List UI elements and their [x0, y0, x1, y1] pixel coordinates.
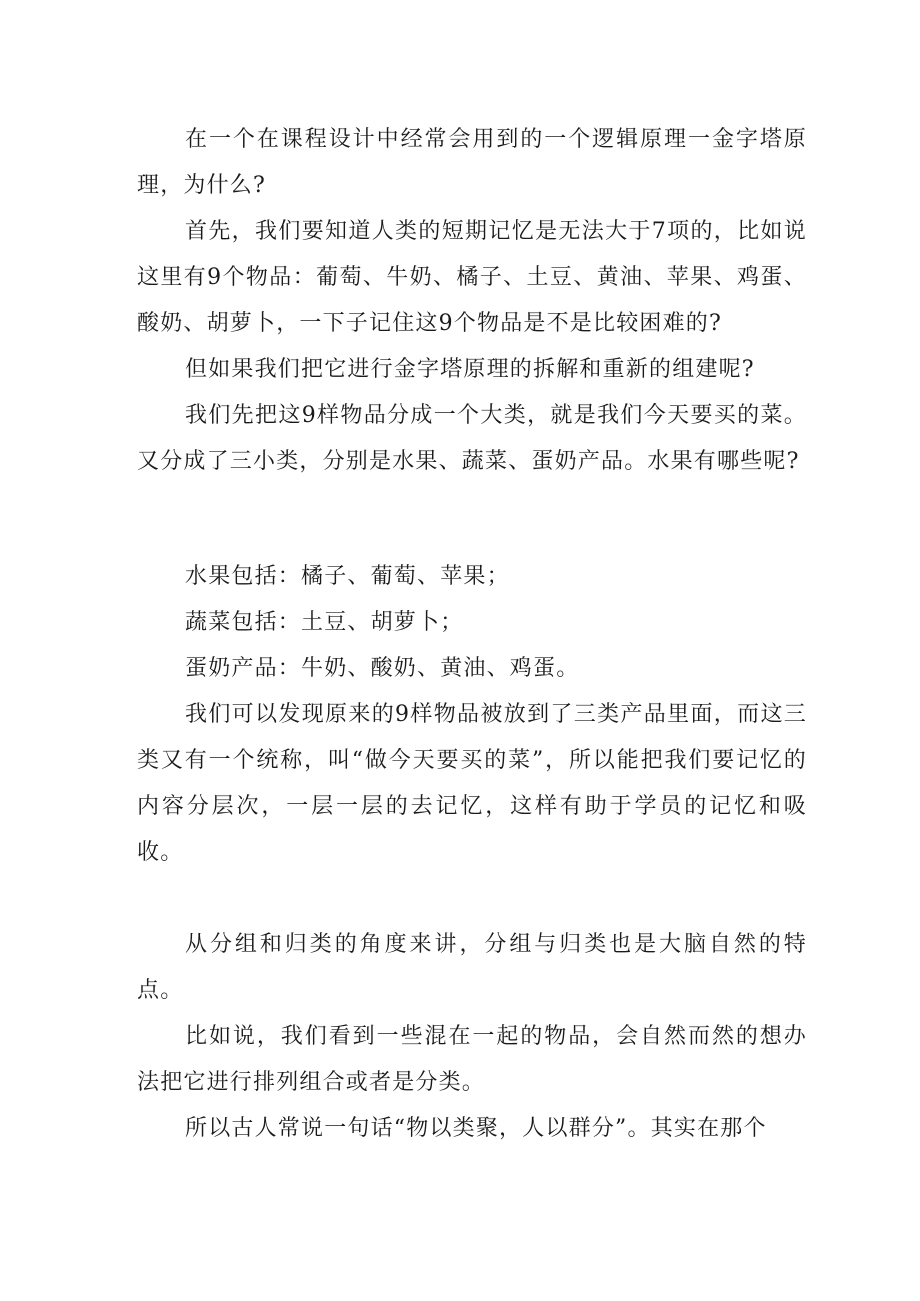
paragraph-sorting-example: 比如说，我们看到一些混在一起的物品，会自然而然的想办法把它进行排列组合或者是分类。 [137, 1024, 807, 1095]
list-item-vegetables: 蔬菜包括：土豆、胡萝卜； [185, 610, 464, 635]
paragraph-short-term-memory: 首先，我们要知道人类的短期记忆是无法大于7项的，比如说这里有9个物品：葡萄、牛奶、橘子、土豆、黄油、苹果、鸡蛋、酸奶、胡萝卜，一下子记住这9个物品是不是比较困难的? [137, 219, 807, 336]
paragraph-restructure-question: 但如果我们把它进行金字塔原理的拆解和重新的组建呢? [185, 357, 755, 382]
paragraph-brain-grouping: 从分组和归类的角度来讲，分组与归类也是大脑自然的特点。 [137, 932, 807, 1003]
paragraph-grouping-example: 我们先把这9样物品分成一个大类，就是我们今天要买的菜。又分成了三小类，分别是水果、蔬菜、蛋奶产品。水果有哪些呢? [137, 403, 807, 474]
list-item-fruits: 水果包括：橘子、葡萄、苹果； [185, 564, 510, 589]
paragraph-pyramid-intro: 在一个在课程设计中经常会用到的一个逻辑原理一金字塔原理，为什么? [137, 127, 807, 198]
list-item-dairy: 蛋奶产品：牛奶、酸奶、黄油、鸡蛋。 [185, 656, 580, 681]
paragraph-layered-memory: 我们可以发现原来的9样物品被放到了三类产品里面，而这三类又有一个统称，叫“做今天要买的菜”，所以能把我们要记忆的内容分层次，一层一层的去记忆，这样有助于学员的记忆和吸收。 [137, 702, 807, 865]
paragraph-proverb: 所以古人常说一句话“物以类聚，人以群分”。其实在那个 [185, 1116, 767, 1141]
